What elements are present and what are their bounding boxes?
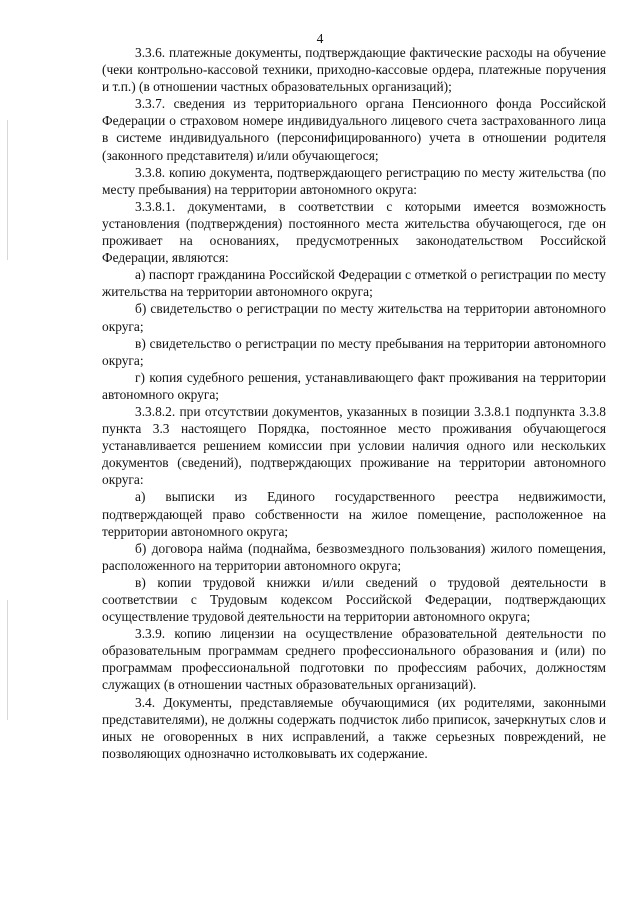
scan-edge-mark — [7, 120, 8, 260]
scan-edge-mark — [7, 600, 8, 720]
list-item-a: а) выписки из Единого государственного реестра недвижимости, подтверждающей право собственности на жилое помещение, расположенное на территории автономного округа; — [102, 489, 606, 539]
list-item-b: б) свидетельство о регистрации по месту жительства на территории автономного округа; — [102, 301, 606, 334]
paragraph-3-3-8: 3.3.8. копию документа, подтверждающего регистрацию по месту жительства (по месту пребывания) на территории автономного округа: — [102, 164, 606, 197]
list-item-v: в) копии трудовой книжки и/или сведений о трудовой деятельности в соответствии с Трудовым кодексом Российской Федерации, подтверждающих осуществление трудовой деятельности на территории автономного округа; — [102, 574, 606, 625]
page-number: 4 — [316, 31, 324, 46]
document-body — [102, 44, 606, 762]
paragraph-3-3-9: 3.3.9. копию лицензии на осуществление образовательной деятельности по образовательным программам среднего профессионального образования и (или) по программам профессиональной подготовки по профессиям рабочих, должностям служащих (в отношении частных образовательных организаций). — [102, 626, 606, 693]
paragraph-3-3-7: 3.3.7. сведения из территориального органа Пенсионного фонда Российской Федерации о страховом номере индивидуального лицевого счета застрахованного лица в системе индивидуального (персонифицированного) учета в отношении родителя (законного представителя) и/или обучающегося; — [102, 96, 606, 163]
paragraph-3-4: 3.4. Документы, представляемые обучающимися (их родителями, законными представителями), не должны содержать подчисток либо приписок, зачеркнутых слов и иных не оговоренных в них исправлений, а также серьезных повреждений, не позволяющих однозначно истолковывать их содержание. — [102, 694, 606, 761]
paragraph-3-3-6: 3.3.6. платежные документы, подтверждающие фактические расходы на обучение (чеки контрольно-кассовой техники, приходно-кассовые ордера, платежные поручения и т.п.) (в отношении частных образовательных организаций); — [102, 45, 606, 95]
list-item-v: в) свидетельство о регистрации по месту пребывания на территории автономного округа; — [102, 335, 606, 368]
list-item-g: г) копия судебного решения, устанавливающего факт проживания на территории автономного округа; — [102, 369, 606, 402]
list-item-b: б) договора найма (поднайма, безвозмездного пользования) жилого помещения, расположенного на территории автономного округа; — [102, 540, 606, 573]
list-item-a: а) паспорт гражданина Российской Федерации с отметкой о регистрации по месту жительства на территории автономного округа; — [102, 267, 606, 300]
paragraph-3-3-8-2: 3.3.8.2. при отсутствии документов, указанных в позиции 3.3.8.1 подпункта 3.3.8 пункта 3.3 настоящего Порядка, постоянное место проживания обучающегося устанавливается решением комиссии при условии наличия одного или нескольких документов (сведений), подтверждающих проживание на территории автономного округа: — [102, 403, 606, 488]
paragraph-3-3-8-1: 3.3.8.1. документами, в соответствии с которыми имеется возможность установления (подтверждения) постоянного места жительства обучающегося, где он проживает на основаниях, предусмотренных законодательством Российской Федерации, являются: — [102, 198, 606, 266]
